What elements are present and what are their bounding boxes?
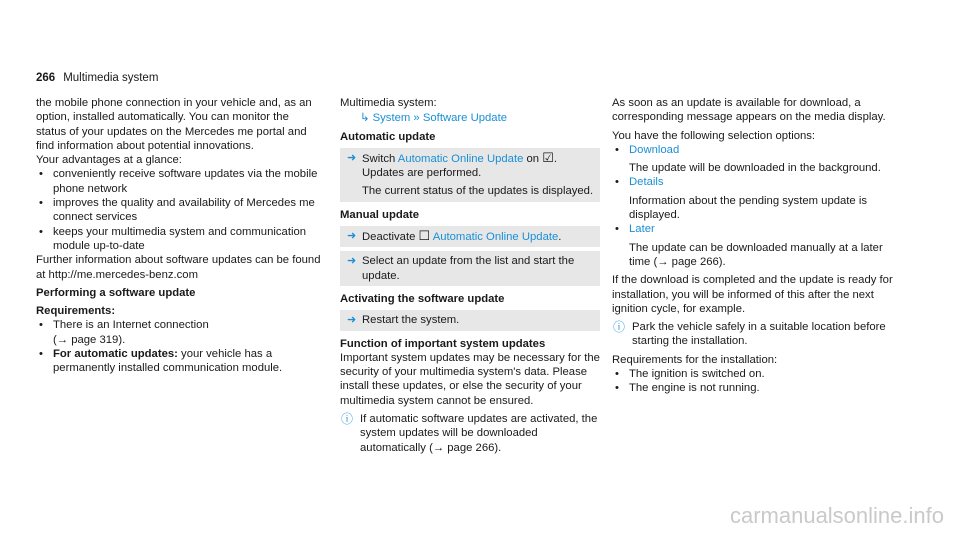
step-arrow-icon: ➜ <box>347 230 357 243</box>
requirements-intro: Requirements for the installation: <box>612 353 778 366</box>
step-text: . <box>553 152 558 165</box>
page-header <box>36 72 158 84</box>
info-icon: ⓘ <box>341 412 354 427</box>
note-text: Park the vehicle safely in a suitable location before starting the installation. <box>632 321 886 348</box>
heading-activating: Activating the software update <box>340 292 505 305</box>
further-info: Further information about software updates can be found at http://me.mercedes-benz.com <box>36 254 321 281</box>
section-title: Multimedia system <box>63 72 159 84</box>
req-internet: There is an Internet connection <box>53 319 209 332</box>
install-requirements-list <box>612 367 902 396</box>
advantages-list <box>36 167 321 253</box>
options-intro: You have the following selection options: <box>612 129 816 142</box>
multimedia-label: Multimedia system: <box>340 97 437 109</box>
step-arrow-icon: ➜ <box>347 255 357 268</box>
list-item: • improves the quality and availability of Mercedes me connect services <box>36 196 321 225</box>
requirements-list <box>36 318 321 375</box>
list-item: • keeps your multimedia system and communication module up-to-date <box>36 225 321 254</box>
function-text: Important system updates may be necessary for the security of your multimedia system's data. Please install these updates, or else the security of your multimedia system cannot be ensured. <box>340 351 600 407</box>
list-item <box>612 143 902 176</box>
column-2 <box>340 96 600 455</box>
note-auto-download <box>340 412 600 455</box>
heading-automatic-update: Automatic update <box>340 130 436 143</box>
path-arrow-icon: ↳ <box>360 112 370 125</box>
option-desc: The update can be downloaded manually at a later time (→ page 266). <box>629 241 883 268</box>
update-available-text: As soon as an update is available for download, a corresponding message appears on the media display. <box>612 97 886 124</box>
step-arrow-icon: ➜ <box>347 314 357 327</box>
list-item <box>612 175 902 222</box>
option-later[interactable]: Later <box>629 223 655 236</box>
step-text: Restart the system. <box>362 314 460 327</box>
list-item: • The engine is not running. <box>612 381 902 395</box>
column-1 <box>36 96 321 376</box>
completed-text: If the download is completed and the update is ready for installation, you will be informed of this after the next ignition cycle, for example. <box>612 274 893 315</box>
list-item: • The ignition is switched on. <box>612 367 902 381</box>
watermark: carmanualsonline.info <box>729 503 944 528</box>
page-number: 266 <box>36 72 56 84</box>
step-manual-deactivate <box>340 226 600 247</box>
heading-perform-update: Performing a software update <box>36 286 196 299</box>
option-download[interactable]: Download <box>629 143 680 156</box>
heading-function: Function of important system updates <box>340 337 546 350</box>
option-details[interactable]: Details <box>629 176 664 189</box>
step-manual-select <box>340 251 600 286</box>
path-system[interactable]: System <box>372 112 411 125</box>
checkbox-empty-icon: ☐ <box>418 228 431 244</box>
list-item: • conveniently receive software updates via the mobile phone network <box>36 167 321 196</box>
requirements-label: Requirements: <box>36 305 116 318</box>
list-item <box>36 318 321 347</box>
advantages-intro: Your advantages at a glance: <box>36 154 182 167</box>
option-desc: The update will be downloaded in the background. <box>629 162 881 175</box>
step-text: Switch <box>362 152 398 165</box>
checkbox-checked-icon: ☑ <box>542 149 554 165</box>
intro-paragraph: the mobile phone connection in your vehicle and, as an option, installed automatically. You can monitor the status of your updates on the Mercedes me portal and find information about potential innovations. <box>36 97 312 152</box>
menu-path <box>340 111 600 125</box>
options-list <box>612 143 902 269</box>
automatic-online-update-link[interactable]: Automatic Online Update <box>432 231 559 244</box>
step-auto-switch <box>340 148 600 202</box>
step-text: . <box>558 231 562 244</box>
step-arrow-icon: ➜ <box>347 151 357 164</box>
step-restart <box>340 310 600 330</box>
note-park-vehicle <box>612 320 902 349</box>
auto-status: The current status of the updates is displayed. <box>362 185 594 198</box>
list-item <box>36 347 321 376</box>
path-chevron-icon: » <box>413 112 420 125</box>
step-text: on <box>523 152 543 165</box>
column-3 <box>612 96 902 396</box>
list-item <box>612 222 902 269</box>
automatic-online-update-link[interactable]: Automatic Online Update <box>397 152 524 165</box>
path-software-update[interactable]: Software Update <box>422 112 508 125</box>
note-text: If automatic software updates are activated, the system updates will be downloaded automatically (→ page 266). <box>360 413 598 454</box>
step-text: Select an update from the list and start the update. <box>362 255 575 282</box>
auto-performed: Updates are performed. <box>362 167 482 180</box>
step-text: Deactivate <box>362 231 419 244</box>
info-icon: ⓘ <box>613 320 626 335</box>
option-desc: Information about the pending system update is displayed. <box>629 194 868 222</box>
page-ref-link[interactable]: (→ page 319). <box>53 333 126 346</box>
req-auto-text: your vehicle has a permanently installed communication module. <box>53 348 283 375</box>
req-auto-label: For automatic updates: <box>53 348 178 361</box>
heading-manual-update: Manual update <box>340 208 420 221</box>
